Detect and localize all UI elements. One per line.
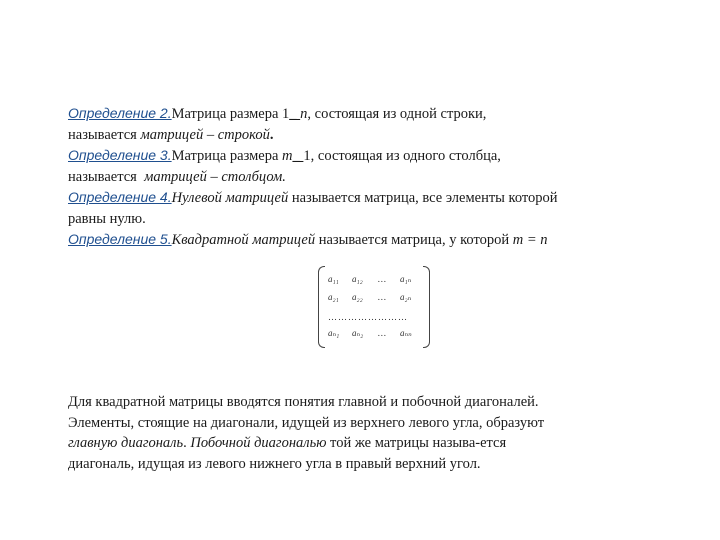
matrix-cell: … [378,328,387,338]
term: Побочной диагональю [190,435,327,451]
matrix-cell: a₁ₙ [400,274,412,284]
matrix-cell: a₁₁ [328,274,339,284]
definition-2-line-1 [68,103,688,125]
text: той же матрицы называ-ется [326,435,507,451]
matrix-figure [318,266,430,346]
matrix-cell: aₙₙ [400,328,412,338]
definition-5-line-1 [68,229,688,251]
matrix-dots-row: …………………… [328,312,408,322]
text: называется матрица, у которой [315,232,513,248]
right-bracket [423,266,430,348]
text: . [269,126,274,143]
matrix-cell: a₁₂ [352,274,363,284]
definition-4-line-1 [68,187,688,209]
definition-2-heading[interactable]: Определение 2. [68,105,172,121]
matrix-cell: a₂ₙ [400,292,412,302]
term: Нулевой матрицей [171,190,289,206]
matrix-cell: … [378,292,387,302]
text: равны нулю. [68,210,146,227]
definition-3-line-2 [68,167,688,188]
text: называется матрица, все элементы которой [288,190,558,206]
definition-4-heading[interactable]: Определение 4. [68,189,172,205]
text: Матрица размера 1 [171,106,290,122]
text: _ [292,148,304,164]
diagonals-paragraph [68,392,698,474]
definition-2-line-2 [68,125,688,146]
definition-5-heading[interactable]: Определение 5. [68,231,172,247]
definition-3-line-1 [68,145,688,167]
text: n [300,106,308,122]
left-bracket [318,266,325,348]
matrix-cell: a₂₁ [328,292,339,302]
paragraph-line-1: Для квадратной матрицы вводятся понятия главной и побочной диагоналей. [68,394,539,410]
matrix-cell: … [378,274,387,284]
text: называется [68,168,141,185]
text: m [282,148,293,164]
matrix-cell: aₙ₂ [352,328,364,338]
term: матрицей – столбцом. [144,168,286,185]
text: называется [68,126,141,143]
term: главную диагональ [68,435,184,451]
text: 1, состоящая из одного столбца, [303,148,501,164]
term: Квадратной матрицей [171,232,316,248]
matrix-cell: aₙ₁ [328,328,340,338]
paragraph-line-3 [68,433,698,454]
text: _ [289,106,301,122]
term: матрицей – строкой [140,126,270,143]
definitions-block [68,103,688,251]
definition-3-heading[interactable]: Определение 3. [68,147,172,163]
paragraph-line-4: диагональ, идущая из левого нижнего угла в правый верхний угол. [68,455,481,472]
text: . [183,435,191,451]
text: , состоящая из одной строки, [307,106,487,122]
text: Матрица размера [171,148,283,164]
definition-4-line-2 [68,209,688,230]
text: m = n [512,232,548,248]
matrix-cell: a₂₂ [352,292,363,302]
paragraph-line-2: Элементы, стоящие на диагонали, идущей из верхнего левого угла, образуют [68,414,545,431]
